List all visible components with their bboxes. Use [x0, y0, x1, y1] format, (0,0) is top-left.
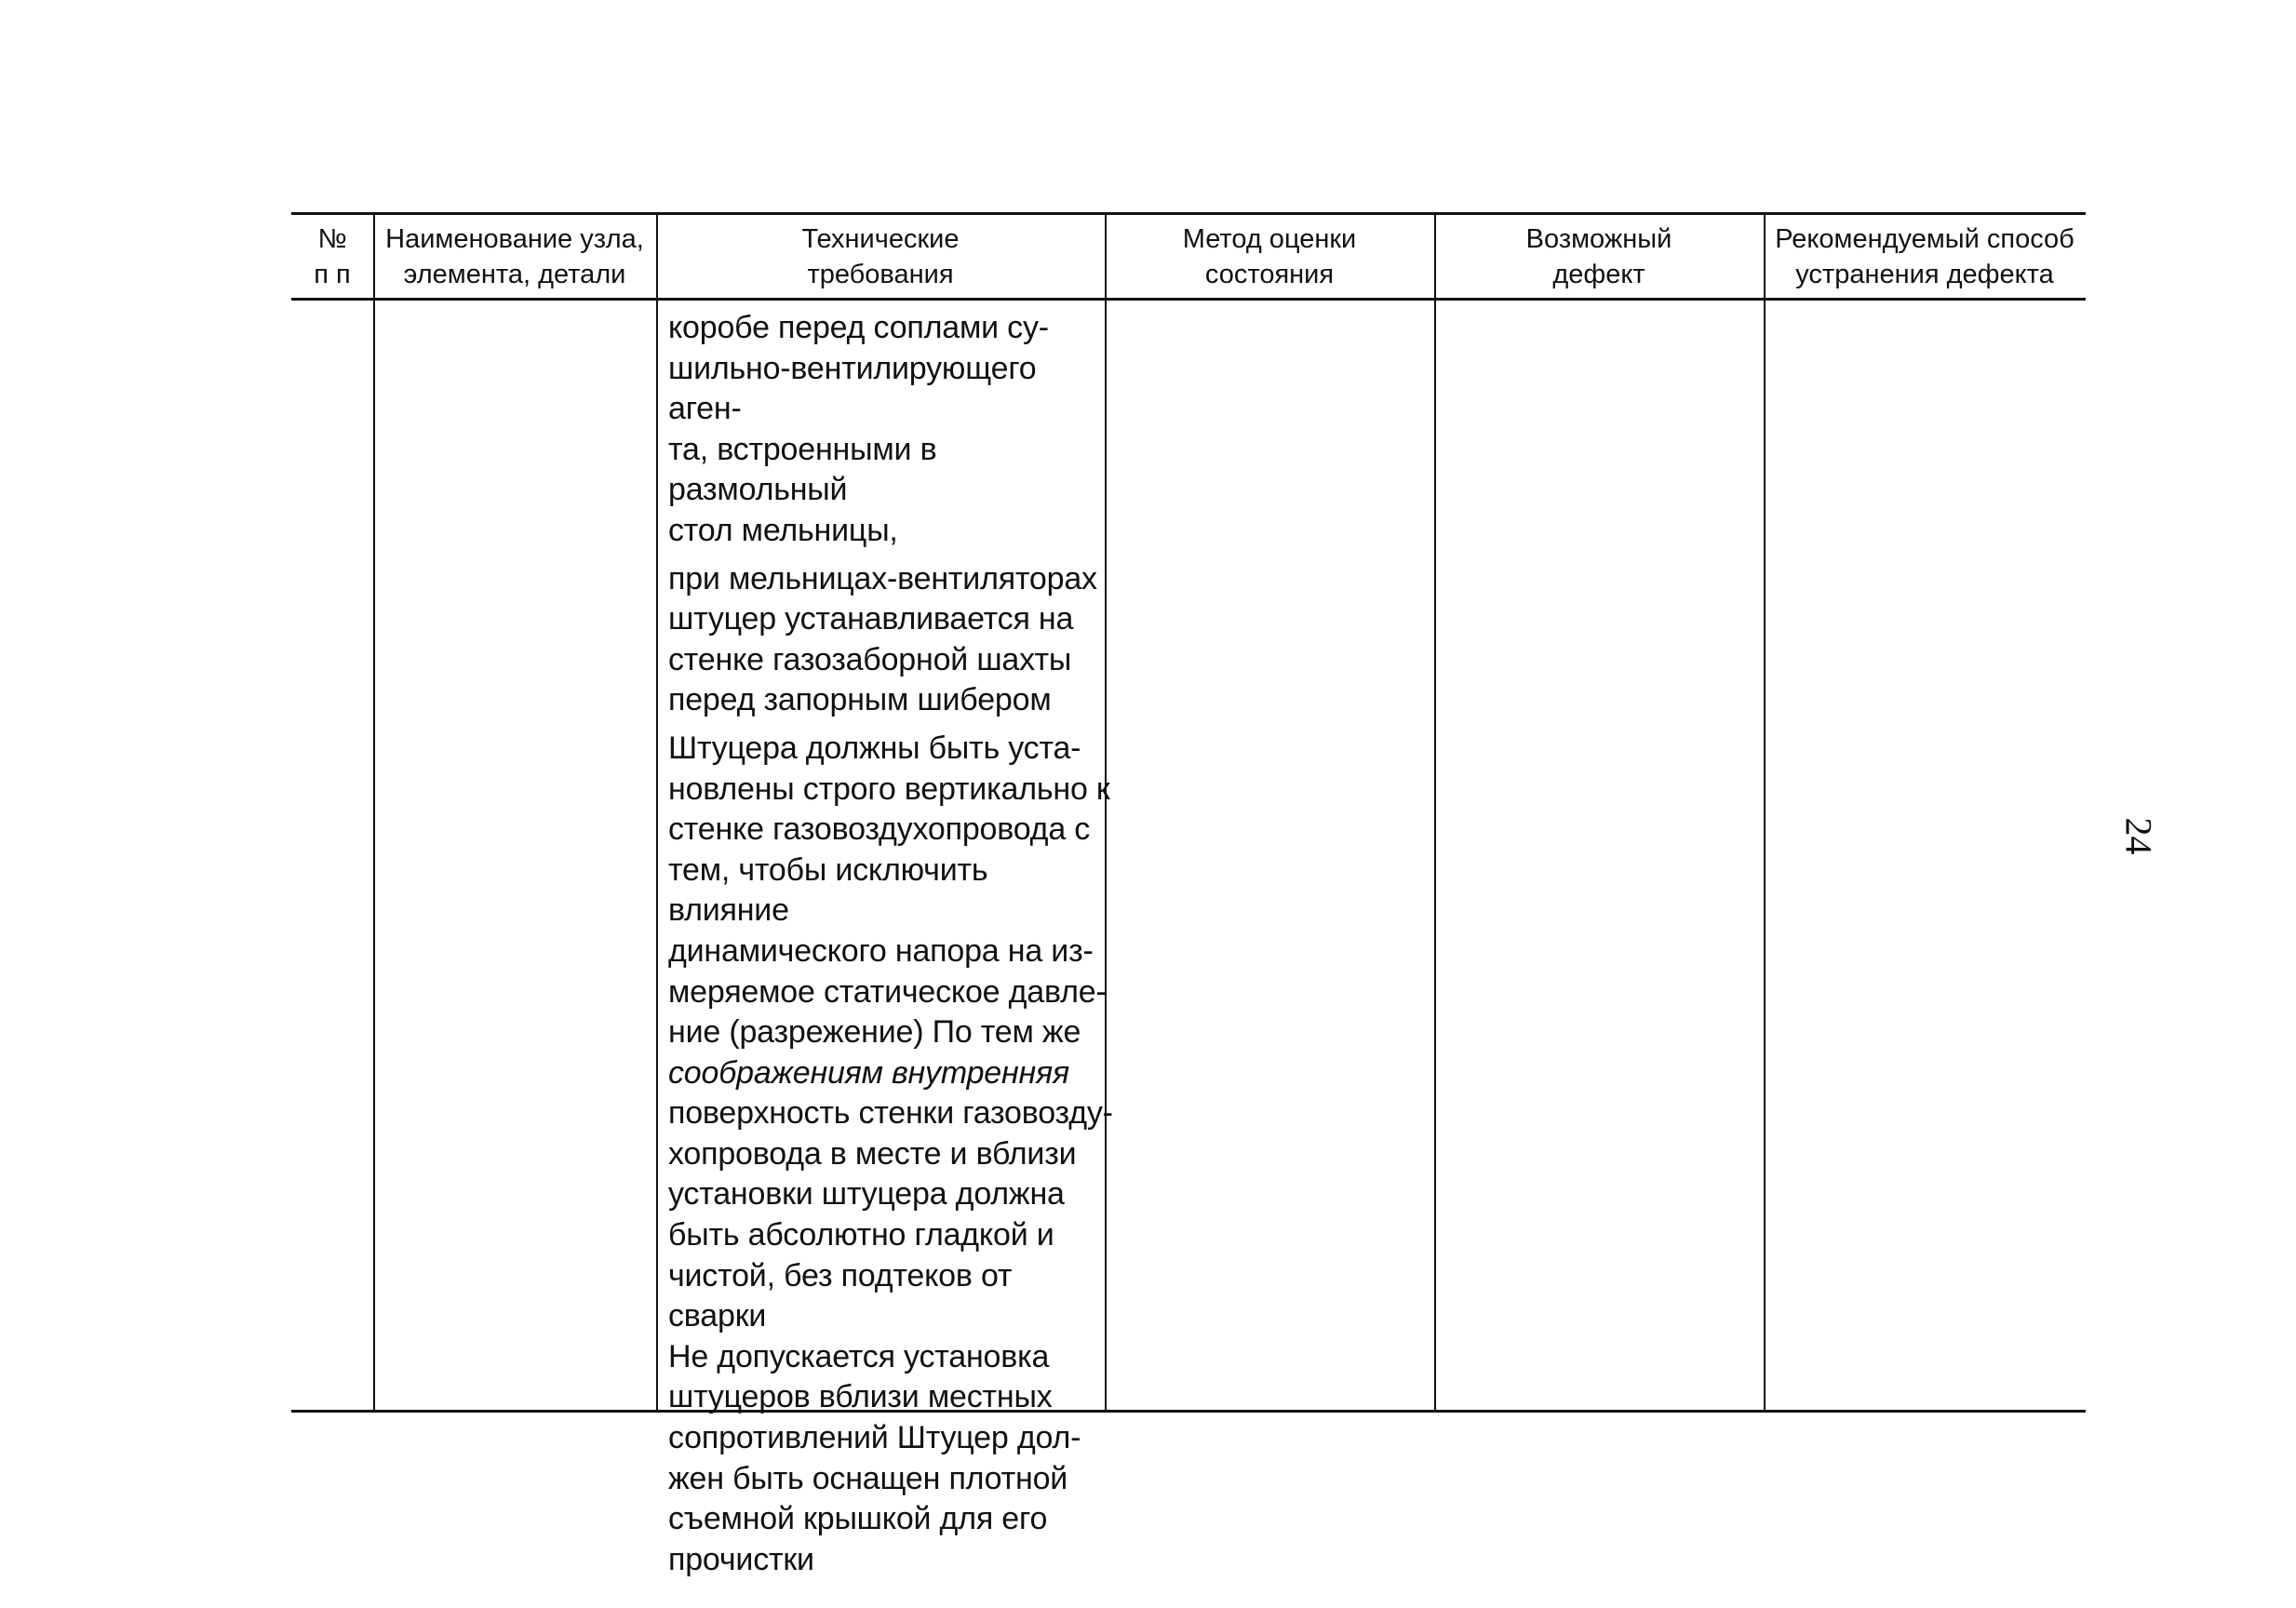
text-line: та, встроенными в размольный — [668, 431, 937, 508]
text-line: быть абсолютно гладкой и — [668, 1217, 1054, 1253]
header-line: Рекомендуемый способ — [1775, 223, 2074, 254]
header-line: устранения дефекта — [1795, 259, 2054, 289]
text-line: стол мельницы, — [668, 512, 898, 548]
header-line: элемента, детали — [403, 259, 626, 289]
requirements-paragraph — [668, 559, 1113, 721]
header-line: Возможный — [1525, 223, 1672, 254]
text-line: сопротивлений Штуцер дол- — [668, 1420, 1081, 1456]
header-line: Технические — [801, 223, 960, 254]
text-line: ние (разрежение) По тем же — [668, 1014, 1081, 1051]
text-line: поверхность стенки газовозду- — [668, 1095, 1113, 1132]
page-number: 24 — [2117, 817, 2160, 855]
text-line: стенке газозаборной шахты — [668, 641, 1072, 677]
header-line: п п — [314, 259, 351, 289]
column-divider — [1434, 215, 1436, 1410]
text-line: при мельницах-вентиляторах — [668, 560, 1097, 596]
header-technical-requirements — [656, 215, 1105, 298]
header-line: требования — [807, 259, 954, 289]
text-line: соображениям внутренняя — [668, 1054, 1069, 1091]
text-line: прочистки — [668, 1541, 814, 1577]
text-line: меряемое статическое давле- — [668, 973, 1107, 1010]
header-line: дефект — [1552, 259, 1645, 289]
text-line: Не допускается установка — [668, 1338, 1050, 1374]
header-line: состояния — [1204, 259, 1335, 289]
requirements-paragraph — [668, 729, 1113, 1580]
header-number — [291, 215, 373, 298]
text-line: хопровода в месте и вблизи — [668, 1135, 1077, 1172]
text-line: съемной крышкой для его — [668, 1501, 1048, 1537]
text-line: перед запорным шибером — [668, 682, 1052, 718]
text-line: Штуцера должны быть уста- — [668, 730, 1081, 766]
requirements-paragraph — [668, 308, 1113, 552]
text-line: штуцер устанавливается на — [668, 601, 1074, 637]
column-divider — [1764, 215, 1766, 1410]
text-line: установки штуцера должна — [668, 1176, 1065, 1213]
header-recommended-remedy — [1764, 215, 2086, 298]
text-line: новлены строго вертикально к — [668, 770, 1110, 807]
header-assessment-method — [1105, 215, 1434, 298]
text-line: стенке газовоздухопровода с — [668, 811, 1091, 848]
text-line: жен быть оснащен плотной — [668, 1460, 1068, 1496]
text-line: динамического напора на из- — [668, 932, 1094, 969]
header-line: Метод оценки — [1182, 223, 1357, 254]
column-divider — [656, 215, 658, 1410]
text-line: шильно-вентилирующего аген- — [668, 350, 1037, 427]
header-element-name — [373, 215, 656, 298]
text-line: тем, чтобы исключить влияние — [668, 851, 988, 929]
header-line: Наименование узла, — [385, 223, 644, 254]
text-line: коробе перед соплами су- — [668, 310, 1049, 345]
requirements-cell — [668, 308, 1113, 1580]
inspection-table — [291, 212, 2086, 1577]
header-line: № — [317, 223, 347, 254]
table-header-row — [291, 215, 2086, 301]
text-line: чистой, без подтеков от сварки — [668, 1257, 1013, 1334]
column-divider — [373, 215, 375, 1410]
header-possible-defect — [1434, 215, 1764, 298]
text-line: штуцеров вблизи местных — [668, 1379, 1053, 1415]
